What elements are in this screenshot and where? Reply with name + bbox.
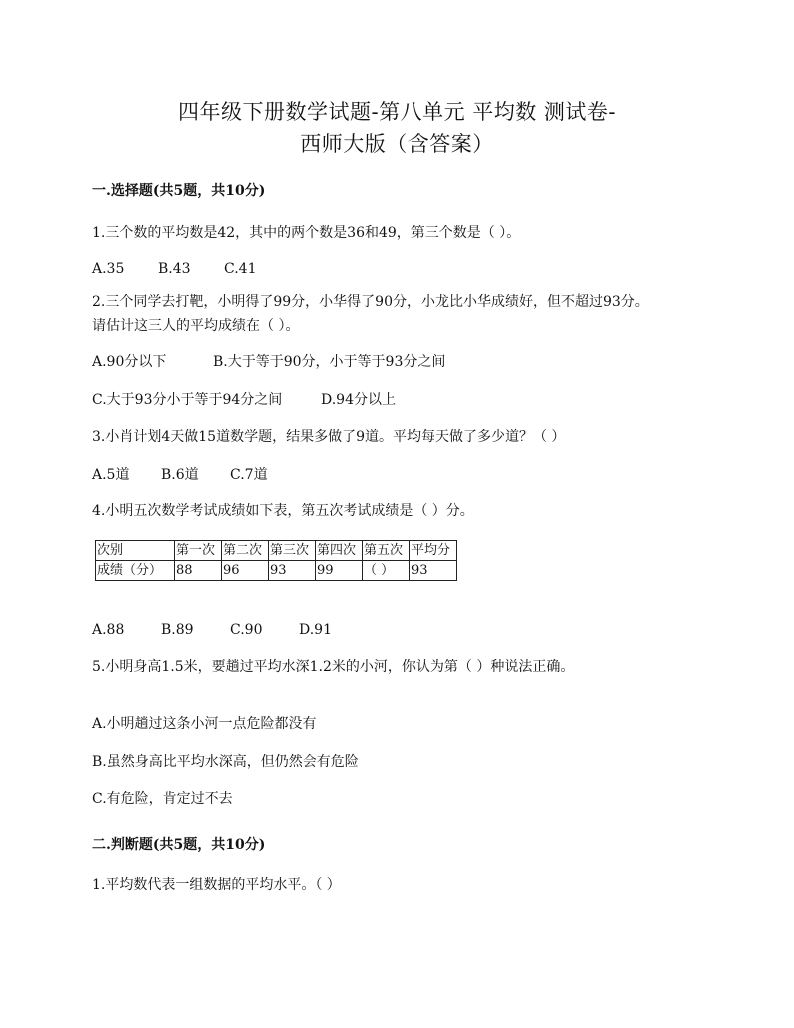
option-d: D.94分以上	[321, 392, 396, 408]
question-2-options-row2	[92, 390, 396, 410]
judge-question-1: 1.平均数代表一组数据的平均水平。（ ）	[92, 877, 341, 893]
question-5-option-c: C.有危险，肯定过不去	[92, 791, 233, 807]
question-1: 1.三个数的平均数是42，其中的两个数是36和49，第三个数是（ ）。	[92, 225, 521, 241]
option-a: A.90分以下	[92, 354, 167, 370]
section-heading-choice: 一.选择题(共5题，共10分)	[92, 183, 266, 199]
table-cell: 96	[222, 561, 269, 581]
question-2-options-row1	[92, 352, 445, 372]
question-4: 4.小明五次数学考试成绩如下表，第五次考试成绩是（ ）分。	[92, 503, 474, 519]
table-cell: 99	[316, 561, 363, 581]
table-header-cell: 平均分	[410, 541, 457, 561]
question-3: 3.小肖计划4天做15道数学题，结果多做了9道。平均每天做了多少道？（ ）	[92, 429, 566, 445]
table-header-cell: 第二次	[222, 541, 269, 561]
table-header-row	[96, 541, 457, 561]
doc-title-line1: 四年级下册数学试题-第八单元 平均数 测试卷-	[177, 100, 617, 124]
question-5: 5.小明身高1.5米，要趟过平均水深1.2米的小河，你认为第（ ）种说法正确。	[92, 659, 575, 675]
option-b: B.89	[161, 622, 194, 638]
option-a: A.5道	[92, 467, 130, 483]
option-c: C.7道	[230, 467, 268, 483]
table-cell: 成绩（分）	[96, 561, 175, 581]
table-header-cell: 第五次	[363, 541, 410, 561]
option-a: A.88	[92, 622, 125, 638]
question-5-option-a: A.小明趟过这条小河一点危险都没有	[92, 716, 317, 732]
table-cell: 88	[175, 561, 222, 581]
question-3-options	[92, 465, 268, 485]
question-4-options	[92, 620, 332, 640]
table-cell: （ ）	[363, 561, 410, 581]
table-cell: 93	[269, 561, 316, 581]
score-table	[95, 540, 457, 581]
option-b: B.6道	[161, 467, 199, 483]
option-b: B.43	[158, 261, 191, 277]
table-cell: 93	[410, 561, 457, 581]
question-5-option-b: B.虽然身高比平均水深高，但仍然会有危险	[92, 754, 359, 770]
table-header-cell: 第一次	[175, 541, 222, 561]
option-c: C.41	[224, 261, 257, 277]
option-c: C.90	[230, 622, 263, 638]
doc-title-line2: 西师大版（含答案）	[300, 132, 494, 156]
table-header-cell: 第四次	[316, 541, 363, 561]
option-c: C.大于93分小于等于94分之间	[92, 392, 283, 408]
option-a: A.35	[92, 261, 125, 277]
question-1-options	[92, 259, 256, 279]
option-b: B.大于等于90分，小于等于93分之间	[213, 354, 446, 370]
question-2-line1: 2.三个同学去打靶，小明得了99分，小华得了90分，小龙比小华成绩好，但不超过93分。	[92, 294, 649, 310]
table-header-cell: 次别	[96, 541, 175, 561]
option-d: D.91	[299, 622, 332, 638]
table-header-cell: 第三次	[269, 541, 316, 561]
table-row	[96, 561, 457, 581]
question-2-line2: 请估计这三人的平均成绩在（ ）。	[92, 318, 300, 334]
section-heading-judge: 二.判断题(共5题，共10分)	[92, 837, 266, 853]
